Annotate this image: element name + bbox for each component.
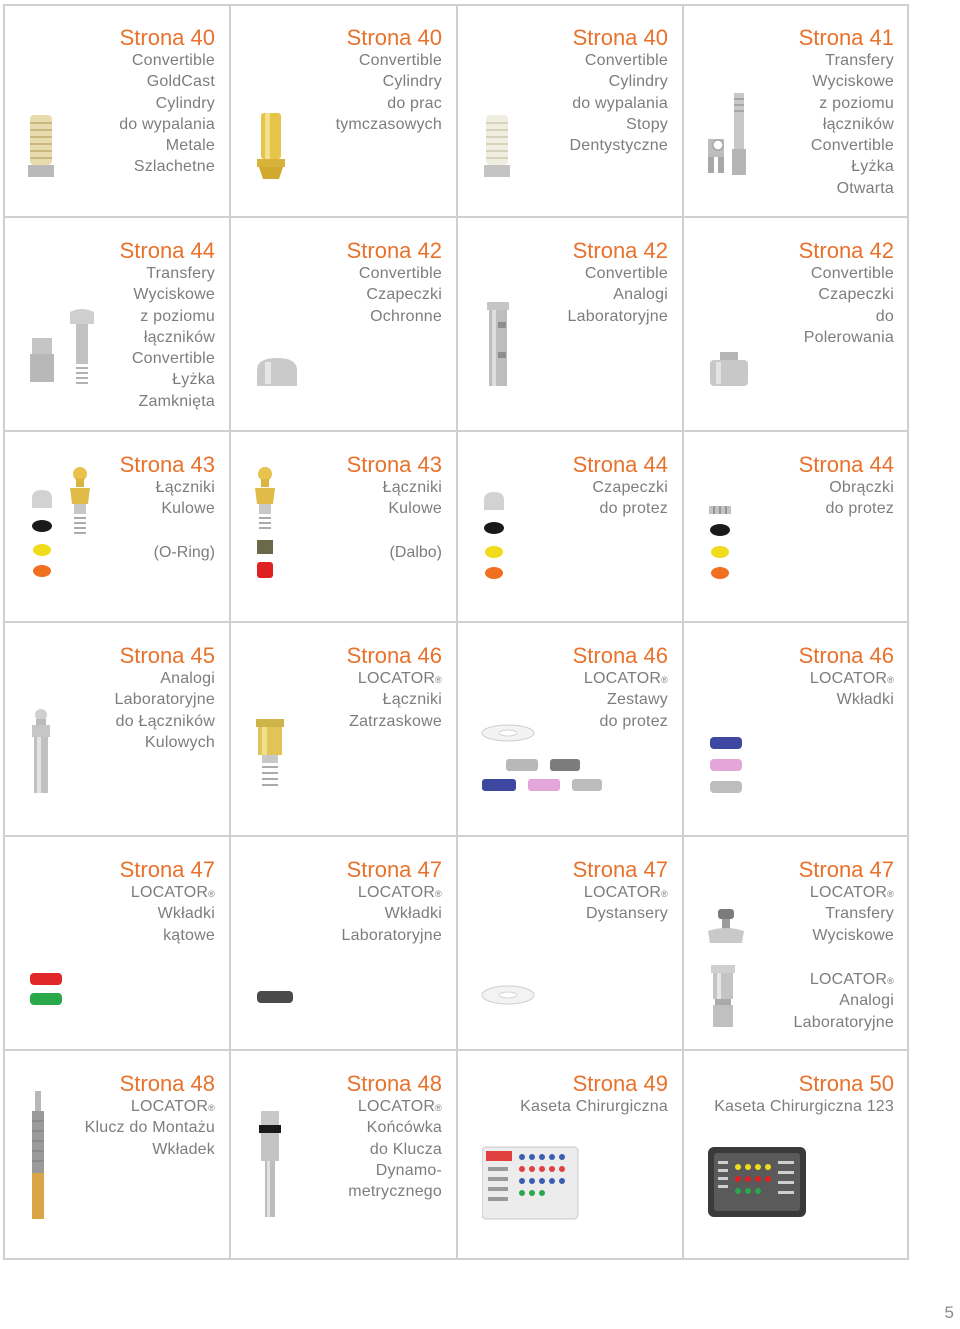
product-cell: [4, 218, 229, 430]
product-cell: [231, 623, 456, 835]
desc-line: Convertible: [358, 52, 442, 69]
page-ref-title: Strona 42: [572, 238, 668, 263]
desc-line: Cylindry: [382, 73, 442, 91]
desc-line: Convertible: [584, 265, 668, 282]
desc-line: Kaseta Chirurgiczna 123: [714, 1098, 894, 1115]
desc-line: do Klucza: [369, 1140, 442, 1158]
product-cell: [231, 837, 456, 1049]
desc-line: Szlachetne: [133, 158, 215, 176]
page-ref-title: Strona 43: [119, 452, 215, 477]
page-ref-title: Strona 46: [798, 643, 894, 668]
denture-rings-image: [706, 502, 736, 582]
desc-line: Ochronne: [370, 307, 442, 325]
desc-line: Wkładki: [384, 905, 442, 923]
desc-line: Zatrzaskowe: [349, 712, 442, 730]
desc-line: łączników: [143, 328, 215, 346]
desc-line: Laboratoryjne: [793, 1013, 894, 1031]
desc-line: LOCATOR®: [583, 670, 668, 687]
desc-line: tymczasowych: [335, 115, 442, 133]
page-ref-title: Strona 40: [119, 25, 215, 50]
locator-transfer-image: [706, 907, 746, 947]
product-cell: [231, 432, 456, 621]
desc-line: Klucz do Montażu: [84, 1119, 215, 1137]
desc-line: Laboratoryjne: [114, 691, 215, 709]
variant-label: (Dalbo): [389, 544, 442, 561]
product-cell: [684, 5, 908, 216]
insert-tool-image: [28, 1091, 48, 1221]
desc-line: Kulowych: [144, 733, 215, 751]
desc-line: Transfery: [825, 905, 894, 923]
surgical-kit-123-image: [708, 1147, 808, 1219]
desc-line: Analogi: [839, 992, 894, 1010]
surgical-kit-image: [482, 1143, 580, 1221]
page-ref-title: Strona 47: [119, 857, 215, 882]
locator-analog-image: [708, 965, 738, 1029]
page-ref-title: Strona 42: [798, 238, 894, 263]
page-ref-title: Strona 49: [572, 1071, 668, 1096]
page-ref-title: Strona 48: [119, 1071, 215, 1096]
denture-caps-image: [480, 490, 510, 580]
desc-line: do protez: [599, 500, 668, 518]
desc-line: Laboratoryjne: [567, 307, 668, 325]
desc-line: LOCATOR®: [809, 670, 894, 687]
desc-line: Analogi: [613, 286, 668, 304]
desc-line: Convertible: [810, 137, 894, 155]
desc-line: Łączniki: [382, 691, 442, 709]
page-ref-title: Strona 47: [572, 857, 668, 882]
alloy-cylinder-image: [480, 115, 514, 181]
desc-line: Kulowe: [161, 500, 215, 518]
product-cell: [684, 432, 908, 621]
desc-line: Convertible: [810, 265, 894, 282]
desc-line: Wkładek: [152, 1140, 215, 1158]
goldcast-cylinder-image: [24, 115, 58, 181]
product-cell: [231, 5, 456, 216]
page-ref-title: Strona 41: [798, 25, 894, 50]
desc-line: LOCATOR®: [809, 971, 894, 988]
page-ref-title: Strona 47: [798, 857, 894, 882]
desc-line: Wkładki: [836, 691, 894, 709]
desc-line: LOCATOR®: [357, 670, 442, 687]
desc-line: Convertible: [131, 52, 215, 69]
desc-line: Metale: [165, 137, 215, 155]
page-ref-title: Strona 45: [119, 643, 215, 668]
product-cell: [458, 5, 682, 216]
desc-line: Kulowe: [388, 500, 442, 518]
desc-line: Cylindry: [155, 94, 215, 112]
locator-inserts-image: [708, 735, 744, 795]
product-cell: [458, 432, 682, 621]
desc-line: do: [875, 307, 894, 325]
spacer-ring-image: [480, 983, 536, 1007]
desc-line: Zestawy: [607, 691, 668, 709]
desc-line: Laboratoryjne: [341, 926, 442, 944]
desc-line: Otwarta: [836, 179, 894, 197]
page-ref-title: Strona 50: [798, 1071, 894, 1096]
page-ref-title: Strona 46: [346, 643, 442, 668]
desc-line: Convertible: [358, 265, 442, 282]
product-cell: [4, 5, 229, 216]
lab-inserts-image: [255, 989, 295, 1007]
desc-line: GoldCast: [146, 73, 215, 91]
desc-line: Łyżka: [172, 371, 215, 389]
product-cell: [458, 837, 682, 1049]
desc-line: do prac: [387, 94, 442, 112]
product-cell: [4, 623, 229, 835]
desc-line: LOCATOR®: [357, 884, 442, 901]
desc-line: Transfery: [146, 265, 215, 282]
desc-line: Dentystyczne: [569, 137, 668, 155]
product-cell: [4, 837, 229, 1049]
desc-line: do wypalania: [572, 94, 668, 112]
page-ref-title: Strona 44: [119, 238, 215, 263]
page-ref-title: Strona 40: [572, 25, 668, 50]
product-cell: [231, 218, 456, 430]
product-cell: [684, 837, 908, 1049]
desc-line: LOCATOR®: [130, 884, 215, 901]
desc-line: do wypalania: [119, 115, 215, 133]
closed-tray-transfer-image: [26, 308, 104, 388]
desc-line: Dystansery: [585, 905, 668, 923]
gold-temporary-cylinder-image: [253, 113, 289, 181]
desc-line: do Łączników: [115, 712, 215, 730]
desc-line: Czapeczki: [818, 286, 894, 304]
desc-line: Wyciskowe: [812, 926, 894, 944]
product-cell: [458, 218, 682, 430]
desc-line: Końcówka: [366, 1119, 442, 1137]
desc-line: Wkładki: [157, 905, 215, 923]
product-cell: [231, 1051, 456, 1259]
desc-line: LOCATOR®: [130, 1098, 215, 1115]
desc-line: Wyciskowe: [812, 73, 894, 91]
lab-analog-image: [484, 302, 514, 388]
desc-line: Polerowania: [803, 328, 894, 346]
page-ref-title: Strona 43: [346, 452, 442, 477]
page-ref-title: Strona 48: [346, 1071, 442, 1096]
polishing-cap-image: [708, 352, 752, 388]
desc-line: z poziomu: [819, 94, 894, 112]
ball-abutment-dalbo-image: [253, 466, 293, 580]
variant-label: (O-Ring): [153, 544, 215, 561]
page-ref-title: Strona 44: [798, 452, 894, 477]
ball-analog-image: [28, 709, 54, 795]
desc-line: Wyciskowe: [133, 286, 215, 304]
desc-line: Cylindry: [608, 73, 668, 91]
page-ref-title: Strona 40: [346, 25, 442, 50]
desc-line: do protez: [599, 712, 668, 730]
product-cell: [4, 432, 229, 621]
page-ref-title: Strona 47: [346, 857, 442, 882]
desc-line: Czapeczki: [366, 286, 442, 304]
page-number: 5: [944, 1303, 954, 1322]
desc-line: Convertible: [584, 52, 668, 69]
desc-line: Obrączki: [829, 479, 894, 496]
desc-line: Łyżka: [851, 158, 894, 176]
page-ref-title: Strona 46: [572, 643, 668, 668]
product-cell: [684, 623, 908, 835]
denture-kit-image: [480, 721, 608, 793]
desc-line: Stopy: [626, 115, 668, 133]
desc-line: łączników: [822, 115, 894, 133]
product-cell: [684, 1051, 908, 1259]
desc-line: Dynamo-: [375, 1161, 442, 1179]
desc-line: Czapeczki: [592, 479, 668, 496]
desc-line: LOCATOR®: [583, 884, 668, 901]
desc-line: do protez: [825, 500, 894, 518]
desc-line: Zamknięta: [138, 392, 215, 410]
open-tray-transfer-image: [704, 93, 754, 183]
ball-abutment-oring-image: [26, 466, 102, 578]
desc-line: Transfery: [825, 52, 894, 69]
desc-line: Convertible: [131, 350, 215, 368]
product-cell: [684, 218, 908, 430]
desc-line: kątowe: [163, 926, 215, 944]
desc-line: Łączniki: [155, 479, 215, 496]
desc-line: LOCATOR®: [357, 1098, 442, 1115]
desc-line: z poziomu: [140, 307, 215, 325]
healing-cap-image: [253, 356, 301, 390]
desc-line: Analogi: [160, 670, 215, 687]
desc-line: LOCATOR®: [809, 884, 894, 901]
desc-line: Łączniki: [382, 479, 442, 496]
product-cell: [458, 623, 682, 835]
page-ref-title: Strona 42: [346, 238, 442, 263]
desc-line: metrycznego: [348, 1183, 442, 1201]
angled-inserts-image: [28, 971, 64, 1009]
desc-line: Kaseta Chirurgiczna: [520, 1098, 668, 1115]
locator-abutment-image: [253, 719, 287, 793]
product-cell: [458, 1051, 682, 1259]
product-cell: [4, 1051, 229, 1259]
torque-tip-image: [255, 1111, 285, 1223]
page-ref-title: Strona 44: [572, 452, 668, 477]
